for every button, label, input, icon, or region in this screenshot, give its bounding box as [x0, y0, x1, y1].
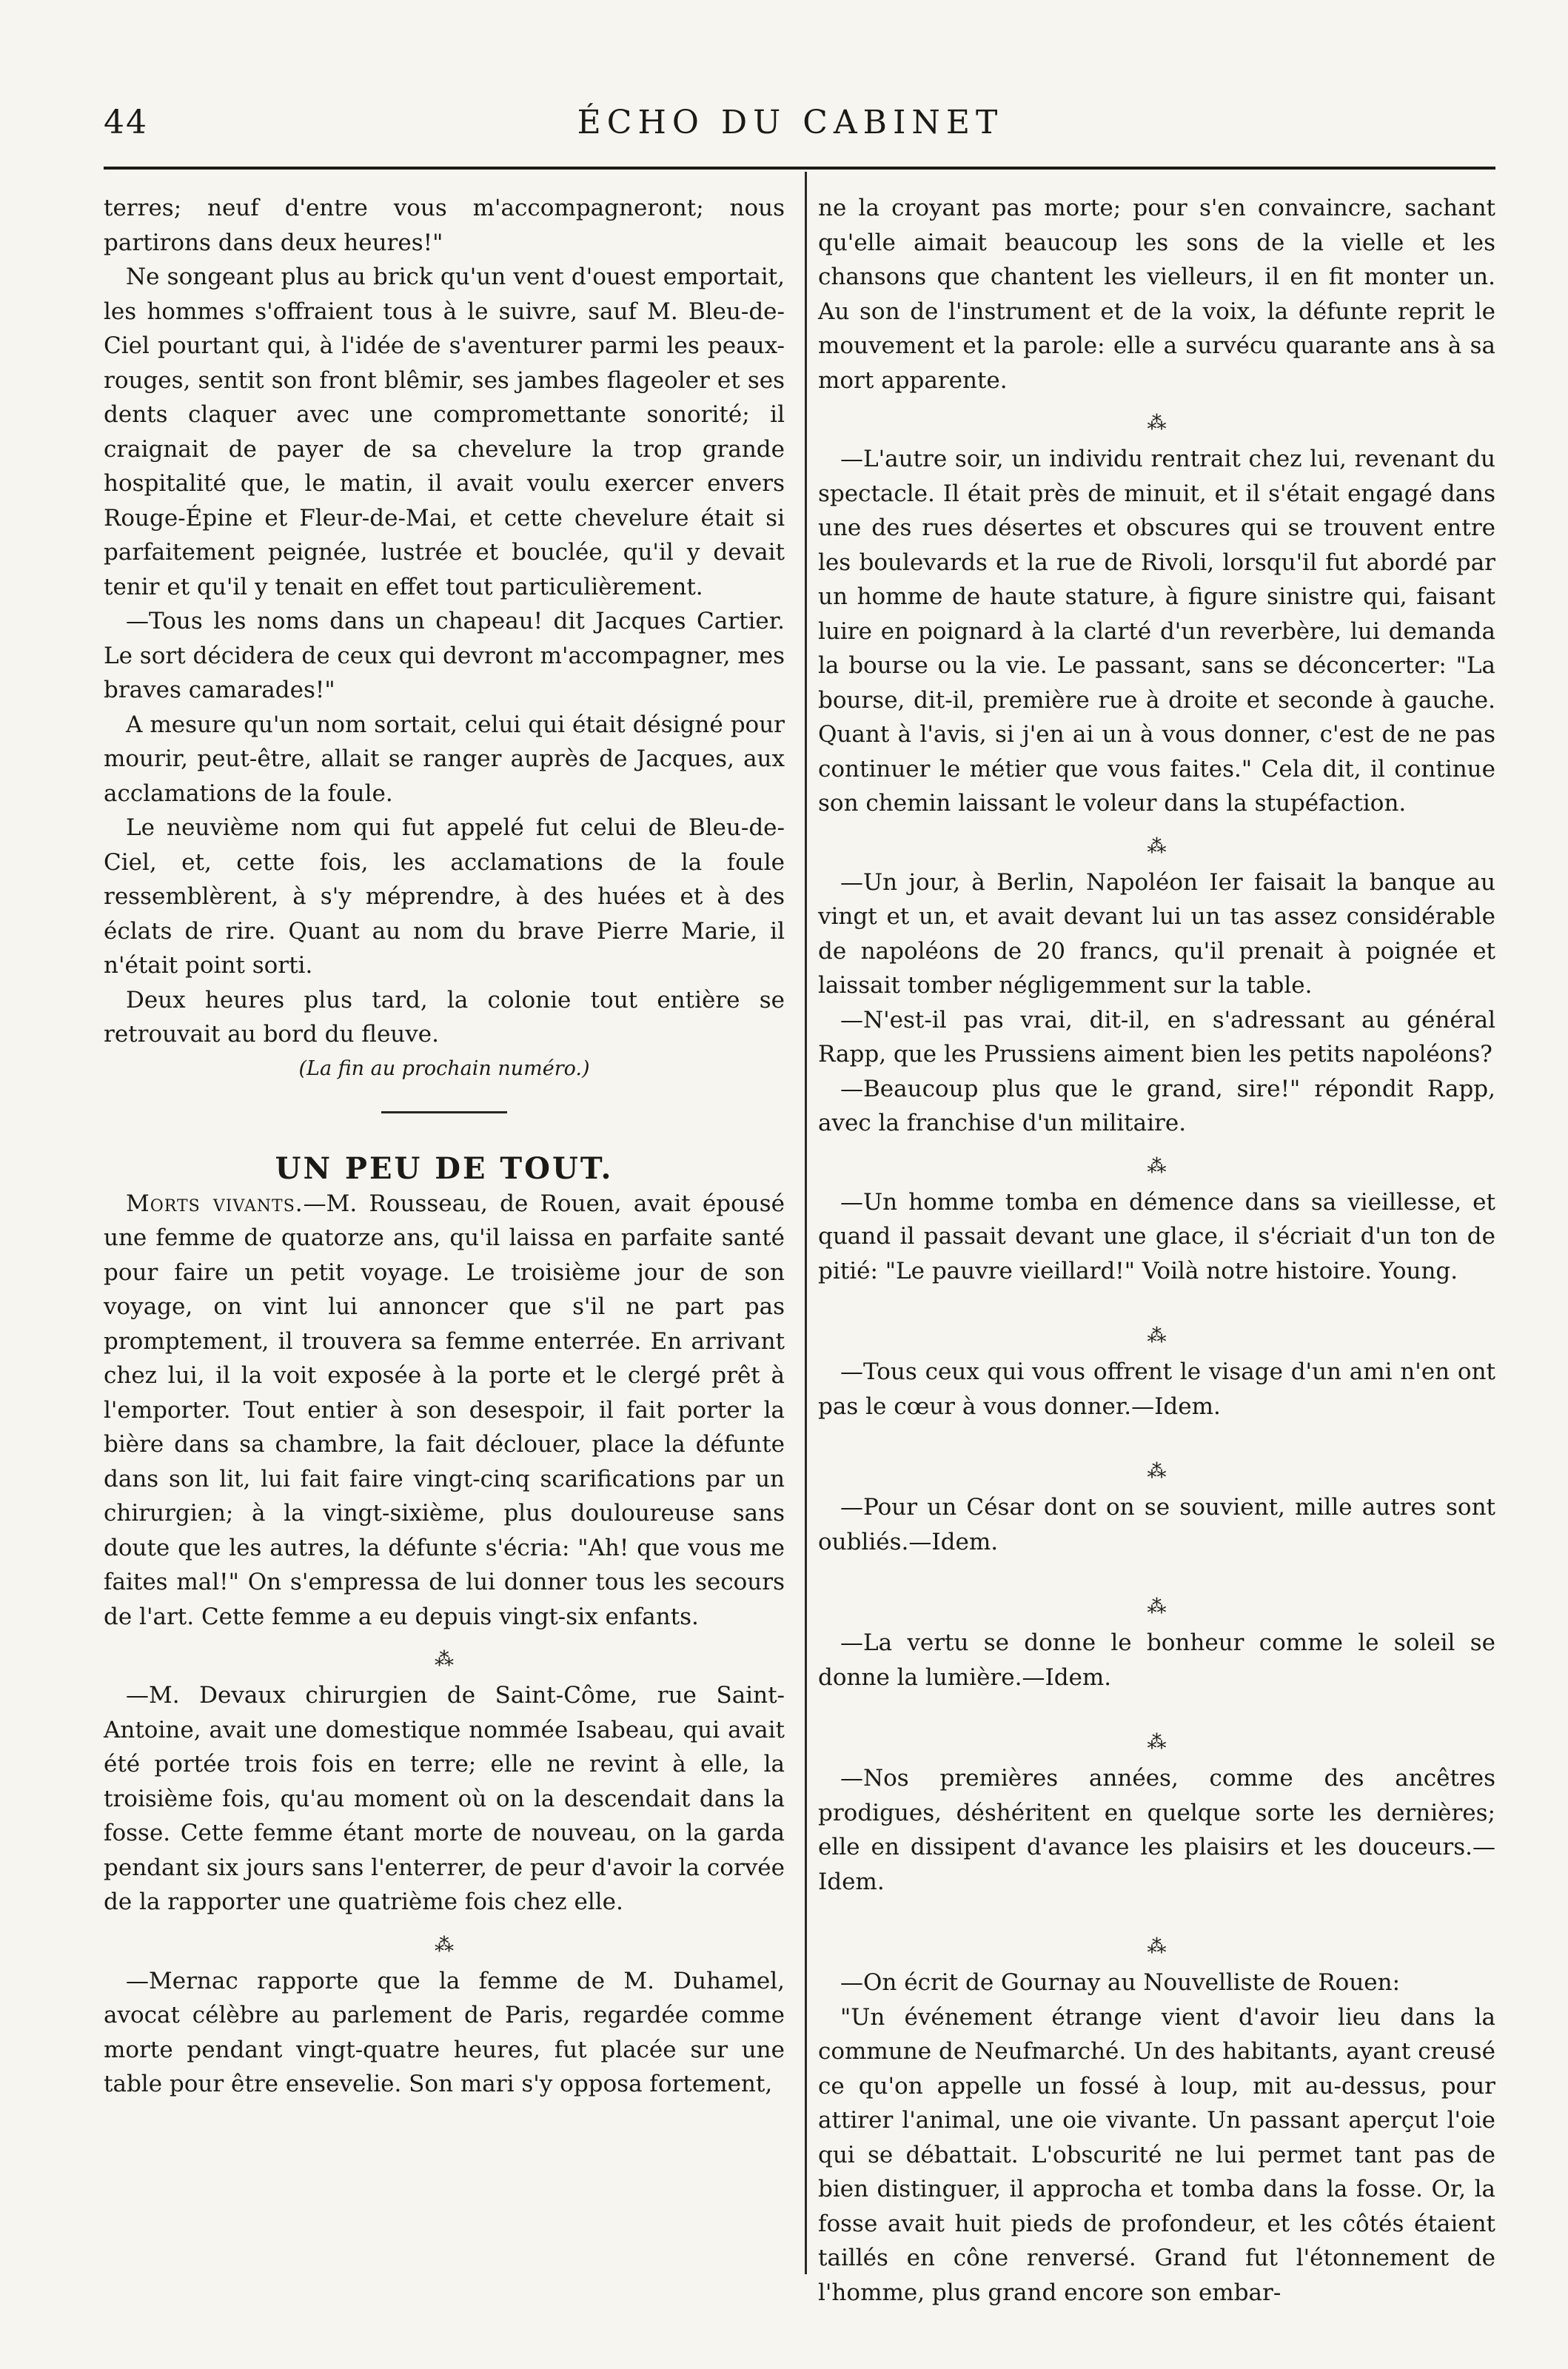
- paragraph: terres; neuf d'entre vous m'accompagneront; nous partirons dans deux heures!": [104, 195, 785, 256]
- header-rule: [104, 167, 1495, 170]
- paragraph: —M. Devaux chirurgien de Saint-Côme, rue Saint-Antoine, avait une domestique nommée Isabeau, qui avait été portée trois fois en terre; elle ne revint à elle, la troisième fois, qu'au moment où on la descendait dans la fosse. Cette femme étant morte de nouveau, on la garda pendant six jours sans l'enterrer, de peur d'avoir la corvée de la rapporter une quatrième fois chez elle.: [104, 1682, 785, 1915]
- asterism-divider: ⁂: [1147, 835, 1167, 858]
- rubric-label: Morts vivants.: [126, 1190, 304, 1217]
- asterism-divider: ⁂: [435, 1934, 454, 1957]
- column-divider: [805, 172, 807, 2274]
- continuation-note: (La fin au prochain numéro.): [298, 1056, 590, 1080]
- asterism-divider: ⁂: [1147, 1596, 1167, 1618]
- paragraph: Le neuvième nom qui fut appelé fut celui de Bleu-de-Ciel, et, cette fois, les acclamations de la foule ressemblèrent, à s'y méprendre, à des huées et à des éclats de rire. Quant au nom du brave Pierre Marie, il n'était point sorti.: [104, 814, 785, 979]
- paragraph: —L'autre soir, un individu rentrait chez lui, revenant du spectacle. Il était près de minuit, et il s'était engagé dans une des rues désertes et obscures qui se trouvent entre les boulevards et la rue de Rivoli, lorsqu'il fut abordé par un homme de haute stature, à figure sinistre qui, faisant luire en poignard à la clarté d'un reverbère, lui demanda la bourse ou la vie. Le passant, sans se déconcerter: "La bourse, dit-il, première rue à droite et seconde à gauche. Quant à l'avis, si j'en ai un à vous donner, c'est de ne pas continuer le métier que vous faites." Cela dit, il continue son chemin laissant le voleur dans la stupéfaction.: [818, 446, 1495, 817]
- paragraph: —Pour un César dont on se souvient, mille autres sont oubliés.—Idem.: [818, 1494, 1495, 1555]
- paragraph: —Tous ceux qui vous offrent le visage d'un ami n'en ont pas le cœur à vous donner.—Idem.: [818, 1358, 1495, 1420]
- paragraph: —Tous les noms dans un chapeau! dit Jacques Cartier. Le sort décidera de ceux qui devront m'accompagner, mes braves camarades!": [104, 608, 785, 703]
- page-number: 44: [104, 104, 148, 141]
- paragraph: —N'est-il pas vrai, dit-il, en s'adressant au général Rapp, que les Prussiens aiment bien les petits napoléons?: [818, 1006, 1495, 1068]
- paragraph: Deux heures plus tard, la colonie tout entière se retrouvait au bord du fleuve.: [104, 986, 785, 1048]
- asterism-divider: ⁂: [1147, 1325, 1167, 1347]
- asterism-divider: ⁂: [1147, 1155, 1167, 1178]
- asterism-divider: ⁂: [1147, 1461, 1167, 1483]
- journal-title: ÉCHO DU CABINET: [577, 104, 1004, 141]
- paragraph: —Mernac rapporte que la femme de M. Duhamel, avocat célèbre au parlement de Paris, regardée comme morte pendant vingt-quatre heures, fut placée sur une table pour être ensevelie. Son mari s'y opposa fortement,: [104, 1967, 785, 2097]
- paragraph: —La vertu se donne le bonheur comme le soleil se donne la lumière.—Idem.: [818, 1629, 1495, 1691]
- paragraph-text: —M. Rousseau, de Rouen, avait épousé une femme de quatorze ans, qu'il laissa en parfaite santé pour faire un petit voyage. Le troisième jour de son voyage, on vint lui annoncer que s'il ne part pas promptement, il trouvera sa femme enterrée. En arrivant chez lui, il la voit exposée à la porte et le clergé prêt à l'emporter. Tout entier à son desespoir, il fait porter la bière dans sa chambre, la fait déclouer, place la défunte dans son lit, lui fait faire vingt-cinq scarifications par un chirurgien; à la vingt-sixième, plus douloureuse sans doute que les autres, la défunte s'écria: "Ah! que vous me faites mal!" On s'empressa de lui donner tous les secours de l'art. Cette femme a eu depuis vingt-six enfants.: [104, 1190, 785, 1630]
- page-header: [104, 104, 1477, 148]
- asterism-divider: ⁂: [435, 1649, 454, 1671]
- paragraph: "Un événement étrange vient d'avoir lieu dans la commune de Neufmarché. Un des habitants, ayant creusé ce qu'on appelle un fossé à loup, mit au-dessus, pour attirer l'animal, une oie vivante. Un passant aperçut l'oie qui se débattait. L'obscurité ne lui permet tant pas de bien distinguer, il approcha et tomba dans la fosse. Or, la fosse avait huit pieds de profondeur, et les côtés étaient taillés en cône renversé. Grand fut l'étonnement de l'homme, plus grand encore son embar-: [818, 2003, 1495, 2306]
- paragraph: —Nos premières années, comme des ancêtres prodigues, déshéritent en quelque sorte les dernières; elle en dissipent d'avance les plaisirs et les douceurs.—Idem.: [818, 1765, 1495, 1895]
- paragraph: Ne songeant plus au brick qu'un vent d'ouest emportait, les hommes s'offraient tous à le suivre, sauf M. Bleu-de-Ciel pourtant qui, à l'idée de s'aventurer parmi les peaux-rouges, sentit son front blêmir, ses jambes flageoler et ses dents claquer avec une compromettante sonorité; il craignait de payer de sa chevelure la trop grande hospitalité que, le matin, il avait voulu exercer envers Rouge-Épine et Fleur-de-Mai, et cette chevelure était si parfaitement peignée, lustrée et bouclée, qu'il y devait tenir et qu'il y tenait en effet tout particulièrement.: [104, 264, 785, 600]
- paragraph: A mesure qu'un nom sortait, celui qui était désigné pour mourir, peut-être, allait se ranger auprès de Jacques, aux acclamations de la foule.: [104, 711, 785, 807]
- right-column: [818, 191, 1495, 2310]
- section-title: UN PEU DE TOUT.: [275, 1151, 614, 1186]
- paragraph: —On écrit de Gournay au Nouvelliste de Rouen:: [840, 1969, 1401, 1996]
- asterism-divider: ⁂: [1147, 1936, 1167, 1958]
- section-divider: [381, 1111, 507, 1113]
- paragraph: —Un jour, à Berlin, Napoléon Ier faisait la banque au vingt et un, et avait devant lui un tas assez considérable de napoléons de 20 francs, qu'il prenait à poignée et laissait tomber négligemment sur la table.: [818, 868, 1495, 999]
- asterism-divider: ⁂: [1147, 1732, 1167, 1754]
- paragraph: —Beaucoup plus que le grand, sire!" répondit Rapp, avec la franchise d'un militaire.: [818, 1075, 1495, 1136]
- left-column: [104, 191, 785, 2102]
- paragraph: —Un homme tomba en démence dans sa vieillesse, et quand il passait devant une glace, il s'écriait d'un ton de pitié: "Le pauvre vieillard!" Voilà notre histoire. Young.: [818, 1188, 1495, 1284]
- paragraph: ne la croyant pas morte; pour s'en convaincre, sachant qu'elle aimait beaucoup les sons de la vielle et les chansons que chantent les vielleurs, il en fit monter un. Au son de l'instrument et de la voix, la défunte reprit le mouvement et la parole: elle a survécu quarante ans à sa mort apparente.: [818, 195, 1495, 394]
- paragraph: [104, 1187, 785, 1635]
- asterism-divider: ⁂: [1147, 412, 1167, 435]
